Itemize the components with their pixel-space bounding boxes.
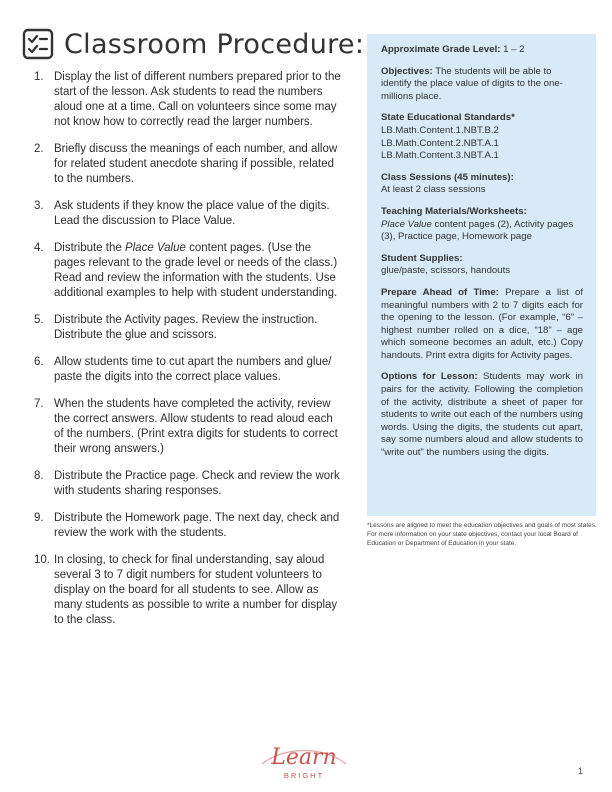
- step-text: Distribute the Homework page. The next day, check and review the work with the students.: [54, 512, 340, 539]
- class-sessions-label: Class Sessions (45 minutes):: [381, 171, 514, 183]
- checklist-icon: [22, 28, 54, 60]
- step-text: When the students have completed the activity, review the correct answers. Allow students to read aloud each of the numbers. (Print extra digits for students to correct their wrong answers.): [54, 398, 338, 455]
- prepare-ahead-value: Prepare a list of meaningful numbers with 2 to 7 digits each for the opening to the lesson. (For example, “6” – highest number rolled on a dice, “18” – age which someone becomes an adult, etc.) Copy handouts. Print extra digits for Activity pages.: [381, 286, 583, 361]
- grade-level: [381, 44, 583, 57]
- step-text-italic: Place Value: [124, 242, 186, 254]
- standard-item: LB.Math.Content.3.NBT.A.1: [381, 150, 499, 162]
- lesson-options: [381, 371, 583, 459]
- list-item: [34, 397, 344, 457]
- page-number: 1: [578, 766, 584, 776]
- list-item: [34, 355, 344, 385]
- logo-word: Learn: [271, 745, 337, 770]
- logo-sub: BRIGHT: [283, 771, 325, 780]
- list-item: [34, 511, 344, 541]
- step-number: 5.: [34, 314, 44, 326]
- step-number: 6.: [34, 356, 44, 368]
- teaching-materials-value: content pages (2), Activity pages (3), Practice page, Homework page: [381, 218, 574, 243]
- learn-bright-logo: [254, 734, 354, 784]
- step-text: Display the list of different numbers prepared prior to the start of the lesson. Ask students to read the numbers aloud one at a time. Call on volunteers since some may not know how to correctly read the larger numbers.: [54, 71, 341, 128]
- step-number: 4.: [34, 242, 44, 254]
- step-text: Briefly discuss the meanings of each number, and allow for related student anecdote sharing if possible, related to the numbers.: [54, 143, 338, 185]
- procedure-list: [34, 70, 344, 640]
- class-sessions-value: At least 2 class sessions: [381, 184, 486, 196]
- list-item: [34, 142, 344, 187]
- prepare-ahead-label: Prepare Ahead of Time:: [381, 286, 499, 298]
- step-text-part: Distribute the: [54, 242, 125, 254]
- list-item: [34, 199, 344, 229]
- list-item: [34, 469, 344, 499]
- list-item: [34, 313, 344, 343]
- grade-level-label: Approximate Grade Level:: [381, 44, 501, 55]
- grade-level-value: 1 – 2: [500, 44, 525, 55]
- teaching-materials: [381, 206, 583, 244]
- list-item: [34, 70, 344, 130]
- step-number: 2.: [34, 143, 44, 155]
- step-text-part: content pages. (Use the pages relevant to the grade level or needs of the class.) Read and review the information with the students. Use additional examples to help with student understanding.: [54, 242, 338, 299]
- page-header: [22, 26, 364, 62]
- page-title: Classroom Procedure:: [64, 28, 365, 60]
- step-text: Distribute the Practice page. Check and review the work with students sharing responses.: [54, 470, 340, 497]
- step-text: Allow students time to cut apart the numbers and glue/ paste the digits into the correct place values.: [54, 356, 332, 383]
- standards-footnote: *Lessons are aligned to meet the education objectives and goals of most states. For more information on your state objectives, contact your local Board of Education or Department of Education in your state.: [367, 522, 597, 548]
- step-text: [54, 241, 344, 301]
- step-number: 1.: [34, 71, 44, 83]
- student-supplies: [381, 253, 583, 278]
- step-number: 8.: [34, 470, 44, 482]
- objectives-label: Objectives:: [381, 65, 433, 77]
- objectives: [381, 66, 583, 104]
- list-item: [34, 241, 344, 301]
- student-supplies-label: Student Supplies:: [381, 252, 463, 264]
- step-number: 3.: [34, 200, 44, 212]
- state-standards-label: State Educational Standards*: [381, 112, 515, 124]
- step-text: In closing, to check for final understanding, say aloud several 3 to 7 digit numbers for student volunteers to display on the board for all students to see. Allow as many students as possible to write a number for display to the class.: [54, 554, 338, 626]
- student-supplies-value: glue/paste, scissors, handouts: [381, 265, 511, 277]
- teaching-materials-label: Teaching Materials/Worksheets:: [381, 205, 527, 217]
- step-text: Distribute the Activity pages. Review the instruction. Distribute the glue and scissors.: [54, 314, 318, 341]
- lesson-options-value: Students may work in pairs for the activity. Following the completion of the activity, distribute a sheet of paper for students to write out each of the numbers using words. Using the digits, the students cut apart, say some numbers aloud and allow students to “write out” the numbers using the digits.: [381, 371, 583, 459]
- teaching-materials-italic: Place Value: [381, 218, 432, 230]
- step-text: Ask students if they know the place value of the digits. Lead the discussion to Place Value.: [54, 200, 330, 227]
- state-standards: [381, 112, 583, 162]
- prepare-ahead: [381, 287, 583, 363]
- step-number: 9.: [34, 512, 44, 524]
- lesson-info-panel: [367, 34, 596, 516]
- class-sessions: [381, 172, 583, 197]
- lesson-options-label: Options for Lesson:: [381, 371, 478, 383]
- step-number: 10.: [34, 554, 50, 566]
- step-number: 7.: [34, 398, 44, 410]
- objectives-value: The students will be able to identify the place value of digits to the one-millions place.: [381, 65, 563, 102]
- standard-item: LB.Math.Content.1.NBT.B.2: [381, 124, 499, 136]
- standard-item: LB.Math.Content.2.NBT.A.1: [381, 137, 499, 149]
- list-item: [34, 553, 344, 628]
